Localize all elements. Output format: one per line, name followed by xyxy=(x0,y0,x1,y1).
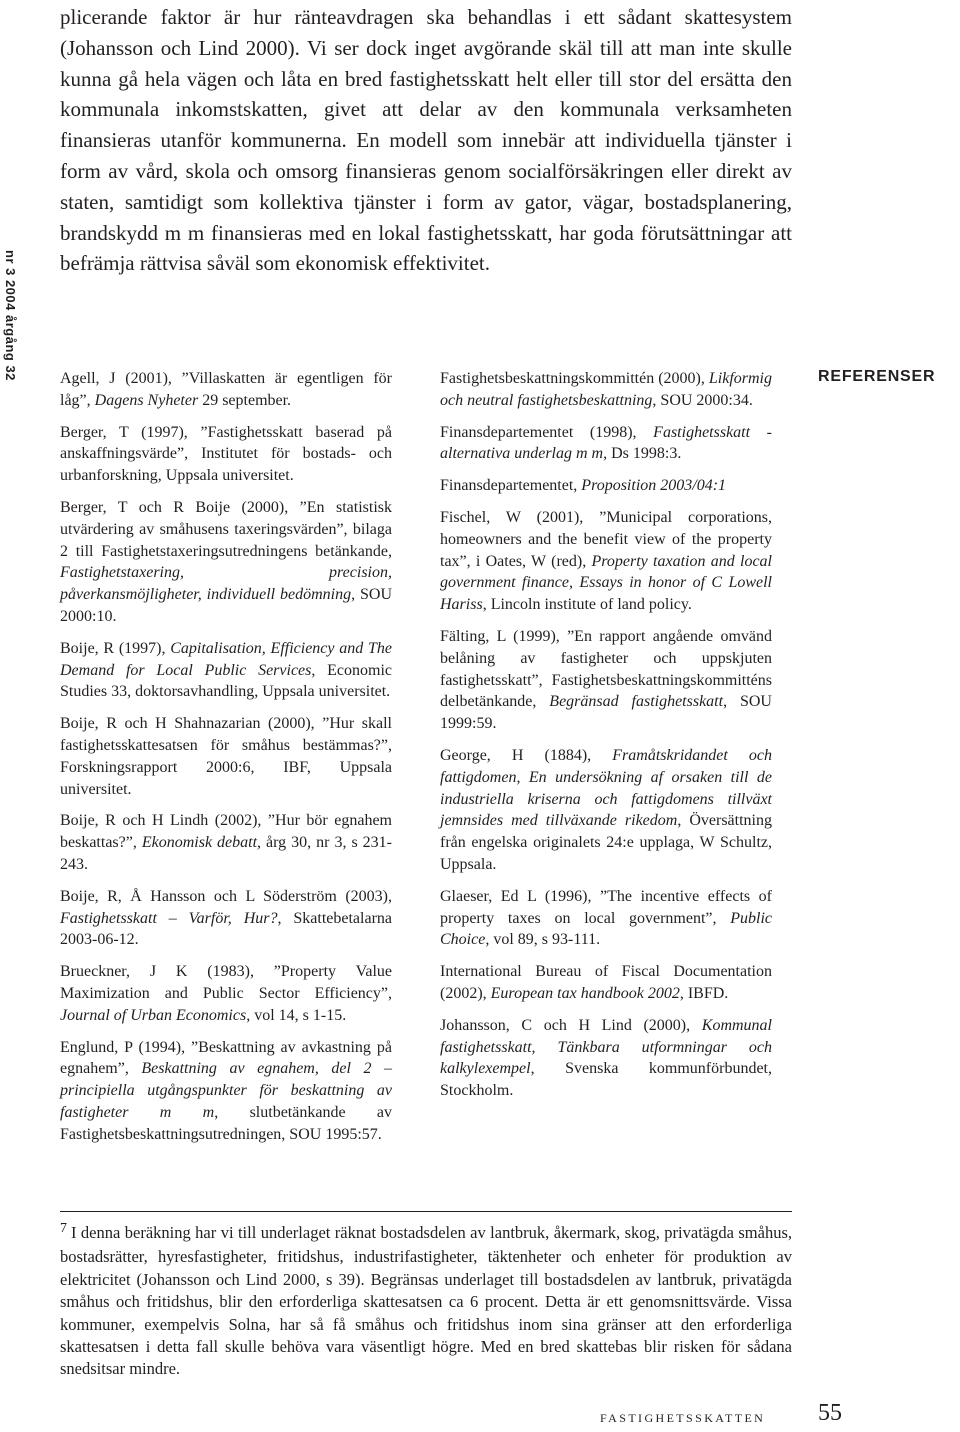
footnote-text: I denna beräkning har vi till underlaget räknat bostadsdelen av lantbruk, åkermark, skog, privatägda småhus, bostadsrätter, hyresfastigheter, fritidshus, industrifastigheter, täktenheter och enheter för produktion av elektricitet (Johansson och Lind 2000, s 39). Begränsas underlaget till bostadsdelen av lantbruk, privatägda småhus och fritidshus, blir den erforderliga skattesatsen ca 6 procent. Detta är ett genomsnittsvärde. Vissa kommuner, exempelvis Solna, har så få småhus och fritidshus inom sina gränser att den erforderliga skattesatsen i detta fall skulle behöva vara väsentligt högre. Med en bred skattebas blir risken för sådana snedsitsar mindre. xyxy=(60,1223,792,1379)
footnote-number: 7 xyxy=(60,1221,67,1236)
body-paragraph: plicerande faktor är hur ränteavdragen ska behandlas i ett sådant skattesystem (Johansson och Lind 2000). Vi ser dock inget avgörande skäl till att man inte skulle kunna gå hela vägen och låta en bred fastighetsskatt helt eller till stor del ersätta den kommunala inkomstskatten, givet att delar av den kommunala verksamheten finansieras utanför kommunerna. En modell som innebär att individuella tjänster i form av vård, skola och omsorg finansieras genom socialförsäkringen eller direkt av staten, samtidigt som kollektiva tjänster i form av gator, vägar, bostadsplanering, brandskydd m m finansieras med en lokal fastighetsskatt, har goda förutsättningar att befrämja rättvisa såväl som ekonomisk effektivitet. xyxy=(60,5,792,276)
reference-item: Berger, T och R Boije (2000), ”En statistisk utvärdering av småhusens taxeringsvärden”, bilaga 2 till Fastighetstaxeringsutredningens betänkande, Fastighetstaxering, precision, påverkansmöjligheter, individuell bedömning, SOU 2000:10. xyxy=(60,498,393,625)
references-right-column xyxy=(440,368,772,1112)
reference-item: Fischel, W (2001), ”Municipal corporations, homeowners and the benefit view of the property tax”, i Oates, W (red), Property taxation and local government finance, Essays in honor of C Lowell Hariss, Lincoln institute of land policy. xyxy=(440,508,772,614)
reference-item: Boije, R och H Shahnazarian (2000), ”Hur skall fastighetsskattesatsen för småhus bestämmas?”, Forskningsrapport 2000:6, IBF, Uppsala universitet. xyxy=(60,715,392,798)
reference-item: Brueckner, J K (1983), ”Property Value Maximization and Public Sector Efficiency”, Journal of Urban Economics, vol 14, s 1-15. xyxy=(60,963,392,1024)
reference-item: International Bureau of Fiscal Documentation (2002), European tax handbook 2002, IBFD. xyxy=(440,963,772,1002)
footnote xyxy=(60,1222,792,1381)
running-head: FASTIGHETSSKATTEN xyxy=(600,1411,766,1425)
reference-item: Fastighetsbeskattningskommittén (2000), Likformig och neutral fastighetsbeskattning, SOU 2000:34. xyxy=(440,370,772,409)
reference-item: Boije, R och H Lindh (2002), ”Hur bör egnahem beskattas?”, Ekonomisk debatt, årg 30, nr 3, s 231-243. xyxy=(60,812,392,873)
reference-item: Finansdepartementet, Proposition 2003/04:1 xyxy=(440,477,727,495)
reference-item: Johansson, C och H Lind (2000), Kommunal fastighetsskatt, Tänkbara utformningar och kalkylexempel, Svenska kommunförbundet, Stockholm. xyxy=(440,1016,772,1100)
reference-item: George, H (1884), Framåtskridandet och fattigdomen, En undersökning af orsaken till de industriella kriserna och fattigdomens tillväxt jemnsides med tillväxande rikedom, Översättning från engelska originalets 24:e upplaga, W Schultz, Uppsala. xyxy=(440,746,772,873)
reference-item: Finansdepartementet (1998), Fastighetsskatt - alternativa underlag m m, Ds 1998:3. xyxy=(440,423,772,463)
reference-item: Fälting, L (1999), ”En rapport angående omvänd belåning av fastigheter och uppskjuten fastighetsskatt”, Fastighetsbeskattningskommitténs delbetänkande, Begränsad fastighetsskatt, SOU 1999:59. xyxy=(440,627,772,733)
reference-item: Glaeser, Ed L (1996), ”The incentive effects of property taxes on local government”, Public Choice, vol 89, s 93-111. xyxy=(440,887,772,949)
footnote-divider xyxy=(60,1211,792,1212)
references-left-column xyxy=(60,368,392,1156)
reference-item: Boije, R (1997), Capitalisation, Efficiency and The Demand for Local Public Services, Economic Studies 33, doktorsavhandling, Uppsala universitet. xyxy=(60,639,393,701)
page-number: 55 xyxy=(818,1400,842,1426)
references-heading: REFERENSER xyxy=(818,368,936,385)
reference-item: Englund, P (1994), ”Beskattning av avkastning på egnahem”, Beskattning av egnahem, del 2 – principiella utgångspunkter för beskattning av fastigheter m m, slutbetänkande av Fastighetsbeskattningsutredningen, SOU 1995:57. xyxy=(60,1038,392,1143)
journal-issue-label: nr 3 2004 årgång 32 xyxy=(3,250,18,381)
reference-item: Boije, R, Å Hansson och L Söderström (2003), Fastighetsskatt – Varför, Hur?, Skattebetalarna 2003-06-12. xyxy=(60,887,392,949)
reference-item: Berger, T (1997), ”Fastighetsskatt baserad på anskaffningsvärde”, Institutet för bostads- och urbanforskning, Uppsala universitet. xyxy=(60,423,392,485)
reference-item: Agell, J (2001), ”Villaskatten är egentligen för låg”, Dagens Nyheter 29 september. xyxy=(60,370,392,409)
